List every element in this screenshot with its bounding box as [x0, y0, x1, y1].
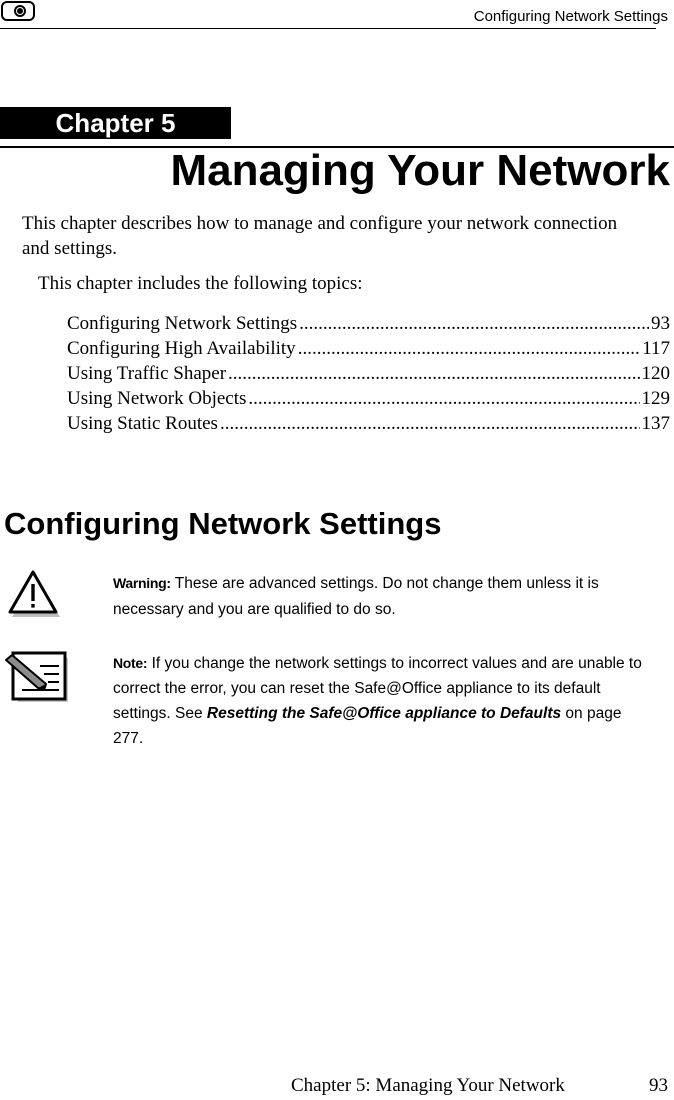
- toc-entry-title[interactable]: Configuring High Availability: [67, 338, 296, 359]
- toc-entry[interactable]: [67, 386, 670, 411]
- chapter-intro: This chapter describes how to manage and configure your network connection and settings.: [22, 213, 618, 259]
- footer-page-number: 93: [649, 1075, 668, 1096]
- cross-reference-link[interactable]: Resetting the Safe@Office appliance to Defaults: [206, 705, 562, 722]
- toc-entry[interactable]: [67, 336, 670, 361]
- note-message: If you change the network settings to incorrect values and are unable to correct the error, you can reset the Safe@Office appliance to its default settings. See: [113, 655, 642, 722]
- warning-callout: [113, 570, 653, 623]
- toc-entry-page[interactable]: 117: [642, 338, 670, 359]
- footer-chapter: Chapter 5: Managing Your Network: [291, 1075, 565, 1096]
- warning-message: These are advanced settings. Do not change them unless it is necessary and you are qualified to do so.: [113, 575, 599, 618]
- logo-icon: [1, 1, 35, 21]
- toc-entry-title[interactable]: Configuring Network Settings: [67, 313, 298, 334]
- note-message-end: on page 277.: [113, 705, 622, 747]
- toc-list: [67, 311, 670, 436]
- toc-leader: [298, 336, 641, 361]
- toc-entry-title[interactable]: Using Static Routes: [67, 413, 218, 434]
- chapter-label: Chapter 5: [0, 107, 231, 139]
- toc-entry-title[interactable]: Using Traffic Shaper: [67, 363, 227, 384]
- toc-entry[interactable]: [67, 361, 670, 386]
- toc-entry-page[interactable]: 120: [641, 363, 670, 384]
- note-callout: [113, 651, 653, 751]
- topics-lead: This chapter includes the following topics:: [38, 273, 363, 294]
- toc-entry-page[interactable]: 137: [641, 413, 670, 434]
- toc-entry[interactable]: [67, 311, 670, 336]
- toc-leader: [220, 411, 640, 436]
- toc-leader: [228, 361, 639, 386]
- running-header: Configuring Network Settings: [473, 8, 668, 25]
- logo-dot: [17, 8, 23, 14]
- header-rule: [0, 28, 656, 29]
- toc-entry[interactable]: [67, 411, 670, 436]
- warning-label: Warning:: [113, 575, 171, 591]
- toc-entry-page[interactable]: 129: [641, 388, 670, 409]
- toc-entry-page[interactable]: 93: [651, 313, 670, 334]
- chapter-title: Managing Your Network: [170, 146, 670, 195]
- toc-leader: [248, 386, 639, 411]
- toc-entry-title[interactable]: Using Network Objects: [67, 388, 247, 409]
- section-heading: Configuring Network Settings: [4, 506, 442, 541]
- toc-leader: [299, 311, 649, 336]
- note-label: Note:: [113, 655, 148, 671]
- warning-icon: [5, 567, 61, 619]
- note-icon: [4, 648, 70, 704]
